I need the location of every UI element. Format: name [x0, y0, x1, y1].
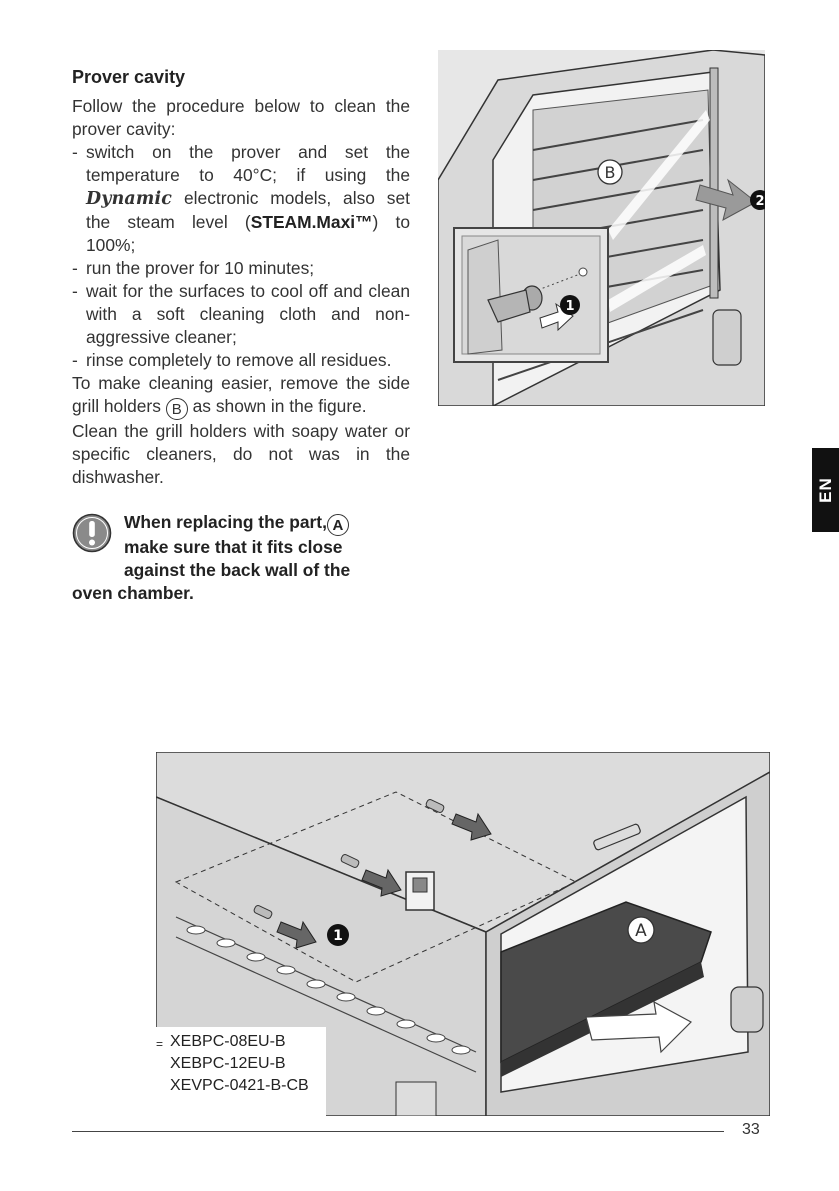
warning-line-4: oven chamber. — [72, 583, 194, 603]
figure-grill-holder-removal — [438, 50, 765, 406]
step-1 — [72, 141, 410, 257]
intro-paragraph: Follow the procedure below to clean the prover cavity: — [72, 96, 410, 139]
text-column — [72, 66, 410, 605]
brand-logo-dynamic: Dynamic — [86, 189, 173, 209]
warning-line-1-text: When replacing the part, — [124, 512, 327, 532]
top-callout-2: 2 — [755, 194, 765, 209]
bottom-label-a: A — [635, 921, 647, 941]
bottom-callout-1: 1 — [333, 928, 343, 944]
top-callout-1: 1 — [565, 299, 575, 314]
model-list-bullet: = — [156, 1037, 164, 1051]
footer-rule — [72, 1131, 724, 1132]
step-1-text-c: ) to 100%; — [86, 212, 410, 255]
model-1: XEBPC-08EU-B — [170, 1033, 286, 1050]
warning-line-3: against the back wall of the — [124, 560, 351, 580]
language-tab-label: EN — [815, 477, 835, 503]
step-2: - run the prover for 10 minutes; — [72, 257, 410, 280]
step-3: - wait for the surfaces to cool off and clean with a soft cleaning cloth and non-aggressive cleaner; — [72, 280, 410, 349]
step-4: - rinse completely to remove all residues. — [72, 349, 410, 372]
step-1-text-a: switch on the prover and set the temperature to 40°C; if using the — [86, 142, 410, 185]
paragraph-grill-holders-text-b: as shown in the figure. — [192, 396, 367, 416]
model-list — [156, 1027, 326, 1121]
procedure-steps — [72, 141, 410, 372]
section-heading: Prover cavity — [72, 67, 186, 87]
language-tab — [812, 448, 839, 532]
paragraph-clean-holders: Clean the grill holders with soapy water or specific cleaners, do not was in the dishwasher. — [72, 421, 410, 487]
step-1-bold: STEAM.Maxi™ — [250, 212, 373, 232]
marker-a: A — [327, 514, 349, 536]
page-number: 33 — [742, 1121, 760, 1138]
paragraph-grill-holders-text-a: To make cleaning easier, remove the side grill holders — [72, 373, 410, 416]
warning-line-2: make sure that it fits close — [124, 537, 343, 557]
warning-line-1 — [72, 511, 410, 536]
warning-icon — [72, 513, 112, 553]
top-label-b: B — [604, 163, 616, 182]
step-1-text-b: electronic models, also set the steam level ( — [86, 188, 410, 232]
model-2: XEBPC-12EU-B — [170, 1055, 286, 1072]
warning-block — [72, 511, 410, 605]
paragraph-grill-holders — [72, 372, 410, 420]
marker-b: B — [166, 398, 188, 420]
model-3: XEVPC-0421-B-CB — [170, 1077, 309, 1094]
